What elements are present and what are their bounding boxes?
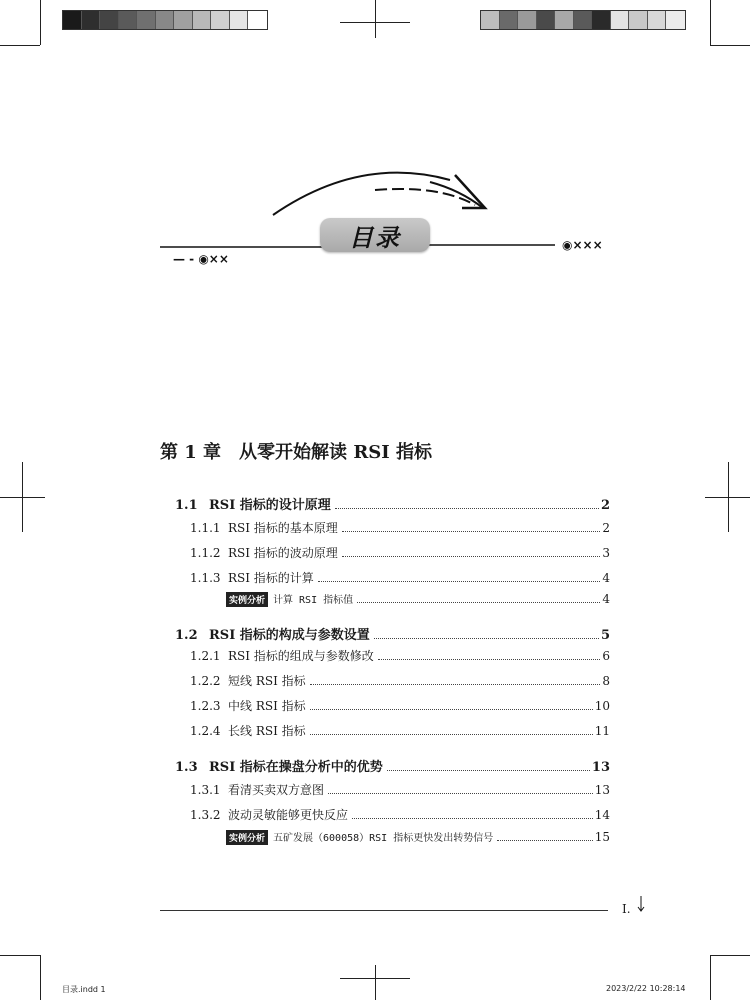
color-swatch [629,11,648,29]
toc-page-number: 4 [602,571,610,585]
toc-entry-number: 1.1.2 [190,546,221,560]
color-swatch [100,11,119,29]
color-swatch [648,11,667,29]
toc-page-number: 4 [602,592,610,606]
toc-entry-title: RSI 指标在操盘分析中的优势 [209,760,383,775]
toc-section-entry[interactable] [175,756,610,775]
toc-entry-title: 看清买卖双方意图 [228,783,325,797]
right-cross-marks: ◉××× [562,238,603,252]
toc-entry-number: 1.3.1 [190,783,221,797]
dot-leader [310,733,593,735]
color-swatch [574,11,593,29]
toc-entry-number: 1.1.3 [190,571,221,585]
toc-entry-title: 短线 RSI 指标 [228,674,306,688]
color-swatch [174,11,193,29]
toc-subsection-entry[interactable] [190,544,610,561]
toc-subsection-entry[interactable] [190,781,610,798]
color-swatch [82,11,101,29]
dot-leader [357,601,600,603]
right-color-bar [480,10,686,30]
color-swatch [481,11,500,29]
color-swatch [500,11,519,29]
toc-banner [320,218,430,252]
toc-page-number: 2 [600,498,610,513]
dot-leader [374,637,599,639]
toc-subsection-entry[interactable] [190,519,610,536]
toc-entry-number: 1.2.2 [190,674,221,688]
toc-case-entry[interactable] [226,591,610,607]
toc-entry-title: 五矿发展（600058）RSI 指标更快发出转势信号 [273,833,494,844]
toc-case-entry[interactable] [226,829,610,845]
color-swatch [211,11,230,29]
page-folio: I. [622,902,631,916]
color-swatch [119,11,138,29]
toc-entry-title: RSI 指标的波动原理 [228,546,338,560]
toc-entry-title: RSI 指标的构成与参数设置 [209,628,370,643]
toc-entry-number: 1.2 [175,628,198,643]
toc-subsection-entry[interactable] [190,672,610,689]
toc-subsection-entry[interactable] [190,569,610,586]
toc-subsection-entry[interactable] [190,806,610,823]
toc-entry-title: RSI 指标的基本原理 [228,521,338,535]
toc-page-number: 3 [602,546,610,560]
toc-page-number: 13 [594,783,610,797]
dot-leader [318,580,600,582]
toc-entry-number: 1.3 [175,760,198,775]
toc-subsection-entry[interactable] [190,697,610,714]
toc-page-number: 6 [602,649,610,663]
chapter-title: 第 1 章 从零开始解读 RSI 指标 [160,442,432,463]
toc-page-number: 8 [602,674,610,688]
color-swatch [518,11,537,29]
color-swatch [555,11,574,29]
toc-entry-number: 1.2.1 [190,649,221,663]
toc-entry-title: 计算 RSI 指标值 [273,595,354,606]
toc-entry-number: 1.3.2 [190,808,221,822]
dot-leader [342,555,600,557]
dot-leader [352,817,593,819]
dot-leader [310,708,593,710]
color-swatch [230,11,249,29]
toc-entry-title: RSI 指标的设计原理 [209,498,331,513]
color-swatch [63,11,82,29]
color-swatch [193,11,212,29]
color-swatch [592,11,611,29]
dot-leader [335,507,599,509]
color-swatch [666,11,685,29]
color-swatch [248,11,267,29]
color-swatch [611,11,630,29]
toc-page-number: 10 [594,699,610,713]
toc-entry-title: 波动灵敏能够更快反应 [228,808,349,822]
toc-page-number: 2 [602,521,610,535]
dot-leader [310,683,600,685]
toc-page-number: 14 [594,808,610,822]
color-swatch [156,11,175,29]
toc-entry-title: RSI 指标的组成与参数修改 [228,649,374,663]
dot-leader [497,839,592,841]
toc-entry-title: 长线 RSI 指标 [228,724,306,738]
case-analysis-tag: 实例分析 [226,592,268,607]
toc-entry-number: 1.1 [175,498,198,513]
down-arrow-icon [636,896,646,914]
toc-section-entry[interactable] [175,624,610,643]
left-color-bar [62,10,268,30]
toc-page-number: 13 [591,760,610,775]
footer-rule [160,910,608,911]
slug-filename: 目录.indd 1 [62,985,106,994]
toc-entry-number: 1.1.1 [190,521,221,535]
toc-banner-title: 目录 [349,223,401,252]
color-swatch [537,11,556,29]
left-cross-marks: — - ◉×× [173,252,229,266]
toc-entry-title: RSI 指标的计算 [228,571,314,585]
toc-entry-title: 中线 RSI 指标 [228,699,306,713]
color-swatch [137,11,156,29]
toc-section-entry[interactable] [175,494,610,513]
toc-subsection-entry[interactable] [190,647,610,664]
slug-timestamp: 2023/2/22 10:28:14 [606,984,686,993]
case-analysis-tag: 实例分析 [226,830,268,845]
toc-page-number: 11 [594,724,610,738]
toc-page-number: 5 [600,628,610,643]
toc-page-number: 15 [594,830,610,844]
toc-entry-number: 1.2.4 [190,724,221,738]
dot-leader [328,792,593,794]
toc-entry-number: 1.2.3 [190,699,221,713]
toc-subsection-entry[interactable] [190,722,610,739]
dot-leader [378,658,600,660]
dot-leader [387,769,590,771]
dot-leader [342,530,600,532]
